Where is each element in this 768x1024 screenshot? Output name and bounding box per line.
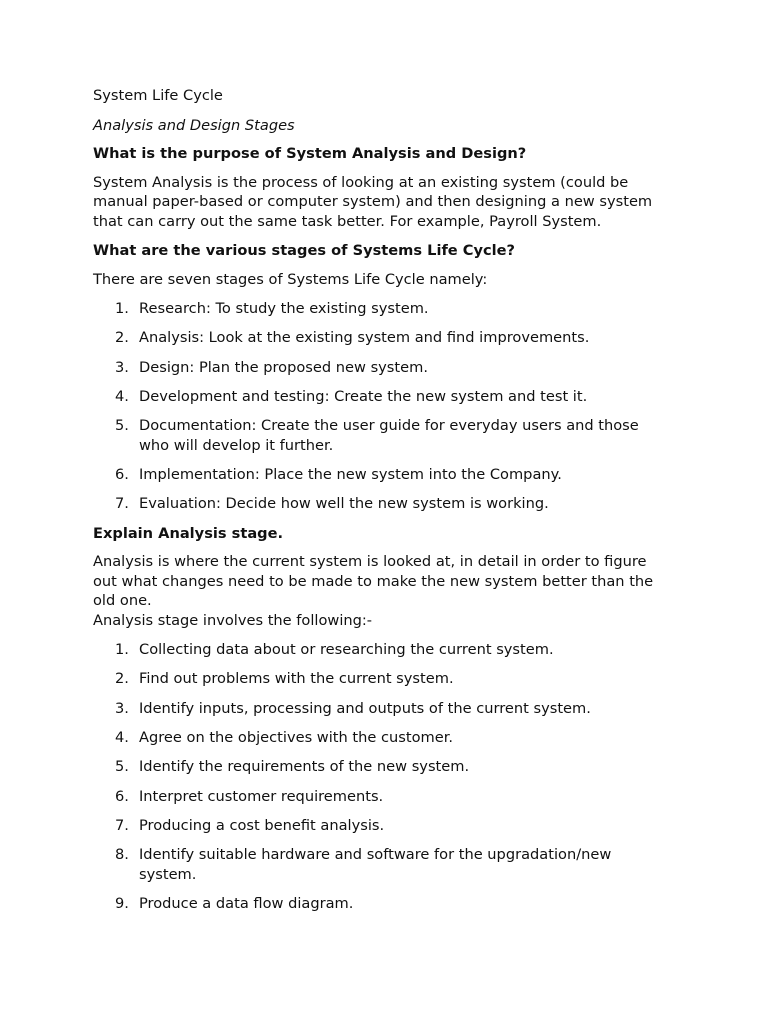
question-purpose: What is the purpose of System Analysis and Design? bbox=[93, 145, 527, 162]
paragraph-analysis-involves: Analysis stage involves the following:- bbox=[93, 611, 373, 629]
list-item bbox=[93, 845, 673, 884]
list-text: Development and testing: Create the new system and test it. bbox=[139, 387, 588, 405]
list-item bbox=[93, 816, 673, 836]
list-text: Collecting data about or researching the current system. bbox=[139, 641, 554, 659]
list-item bbox=[93, 299, 673, 319]
list-text: Produce a data flow diagram. bbox=[139, 894, 354, 912]
list-item bbox=[93, 358, 673, 378]
list-text: Agree on the objectives with the customer. bbox=[139, 728, 454, 746]
list-text: Documentation: Create the user guide for everyday users and those who will develop it further. bbox=[139, 417, 639, 454]
list-text: Research: To study the existing system. bbox=[139, 300, 429, 317]
list-text: Interpret customer requirements. bbox=[139, 787, 384, 805]
list-number: 2. bbox=[115, 670, 129, 688]
document-title: System Life Cycle bbox=[93, 87, 223, 104]
list-item bbox=[93, 787, 673, 807]
list-text: Identify suitable hardware and software for the upgradation/new system. bbox=[139, 846, 612, 883]
list-item bbox=[93, 894, 673, 914]
list-number: 2. bbox=[115, 329, 129, 347]
list-number: 1. bbox=[115, 300, 129, 317]
list-number: 3. bbox=[115, 358, 129, 376]
list-number: 1. bbox=[115, 641, 129, 659]
paragraph-stages-intro: There are seven stages of Systems Life Cycle namely: bbox=[93, 270, 488, 288]
list-text: Design: Plan the proposed new system. bbox=[139, 358, 428, 376]
list-item bbox=[93, 640, 673, 660]
paragraph-purpose: System Analysis is the process of looking at an existing system (could be manual paper-based or computer system) and then designing a new system that can carry out the same task better. For example, Payroll System. bbox=[93, 173, 653, 230]
list-item bbox=[93, 328, 673, 348]
list-item bbox=[93, 669, 673, 689]
list-number: 7. bbox=[115, 816, 129, 834]
list-number: 9. bbox=[115, 894, 129, 912]
list-number: 5. bbox=[115, 758, 129, 776]
question-analysis: Explain Analysis stage. bbox=[93, 524, 284, 542]
analysis-list bbox=[93, 640, 673, 913]
list-text: Find out problems with the current system. bbox=[139, 670, 454, 688]
list-text: Identify the requirements of the new system. bbox=[139, 758, 470, 776]
list-text: Producing a cost benefit analysis. bbox=[139, 816, 385, 834]
list-text: Identify inputs, processing and outputs of the current system. bbox=[139, 699, 591, 717]
list-number: 4. bbox=[115, 387, 129, 405]
stages-list bbox=[93, 299, 673, 514]
list-item bbox=[93, 757, 673, 777]
paragraph-analysis: Analysis is where the current system is looked at, in detail in order to figure out what changes need to be made to make the new system better than the old one. bbox=[93, 553, 654, 610]
list-number: 6. bbox=[115, 787, 129, 805]
list-number: 5. bbox=[115, 417, 129, 435]
list-item bbox=[93, 465, 673, 485]
list-text: Implementation: Place the new system into the Company. bbox=[139, 465, 562, 483]
document-subtitle: Analysis and Design Stages bbox=[93, 116, 295, 134]
list-text: Analysis: Look at the existing system and find improvements. bbox=[139, 329, 590, 347]
list-number: 7. bbox=[115, 495, 129, 513]
list-item bbox=[93, 494, 673, 514]
list-number: 6. bbox=[115, 465, 129, 483]
list-item bbox=[93, 728, 673, 748]
document-page bbox=[93, 86, 673, 923]
question-stages: What are the various stages of Systems Life Cycle? bbox=[93, 242, 516, 259]
list-number: 3. bbox=[115, 699, 129, 717]
list-text: Evaluation: Decide how well the new system is working. bbox=[139, 495, 549, 513]
list-item bbox=[93, 699, 673, 719]
list-number: 8. bbox=[115, 846, 129, 864]
list-item bbox=[93, 387, 673, 407]
list-number: 4. bbox=[115, 728, 129, 746]
list-item bbox=[93, 416, 673, 455]
